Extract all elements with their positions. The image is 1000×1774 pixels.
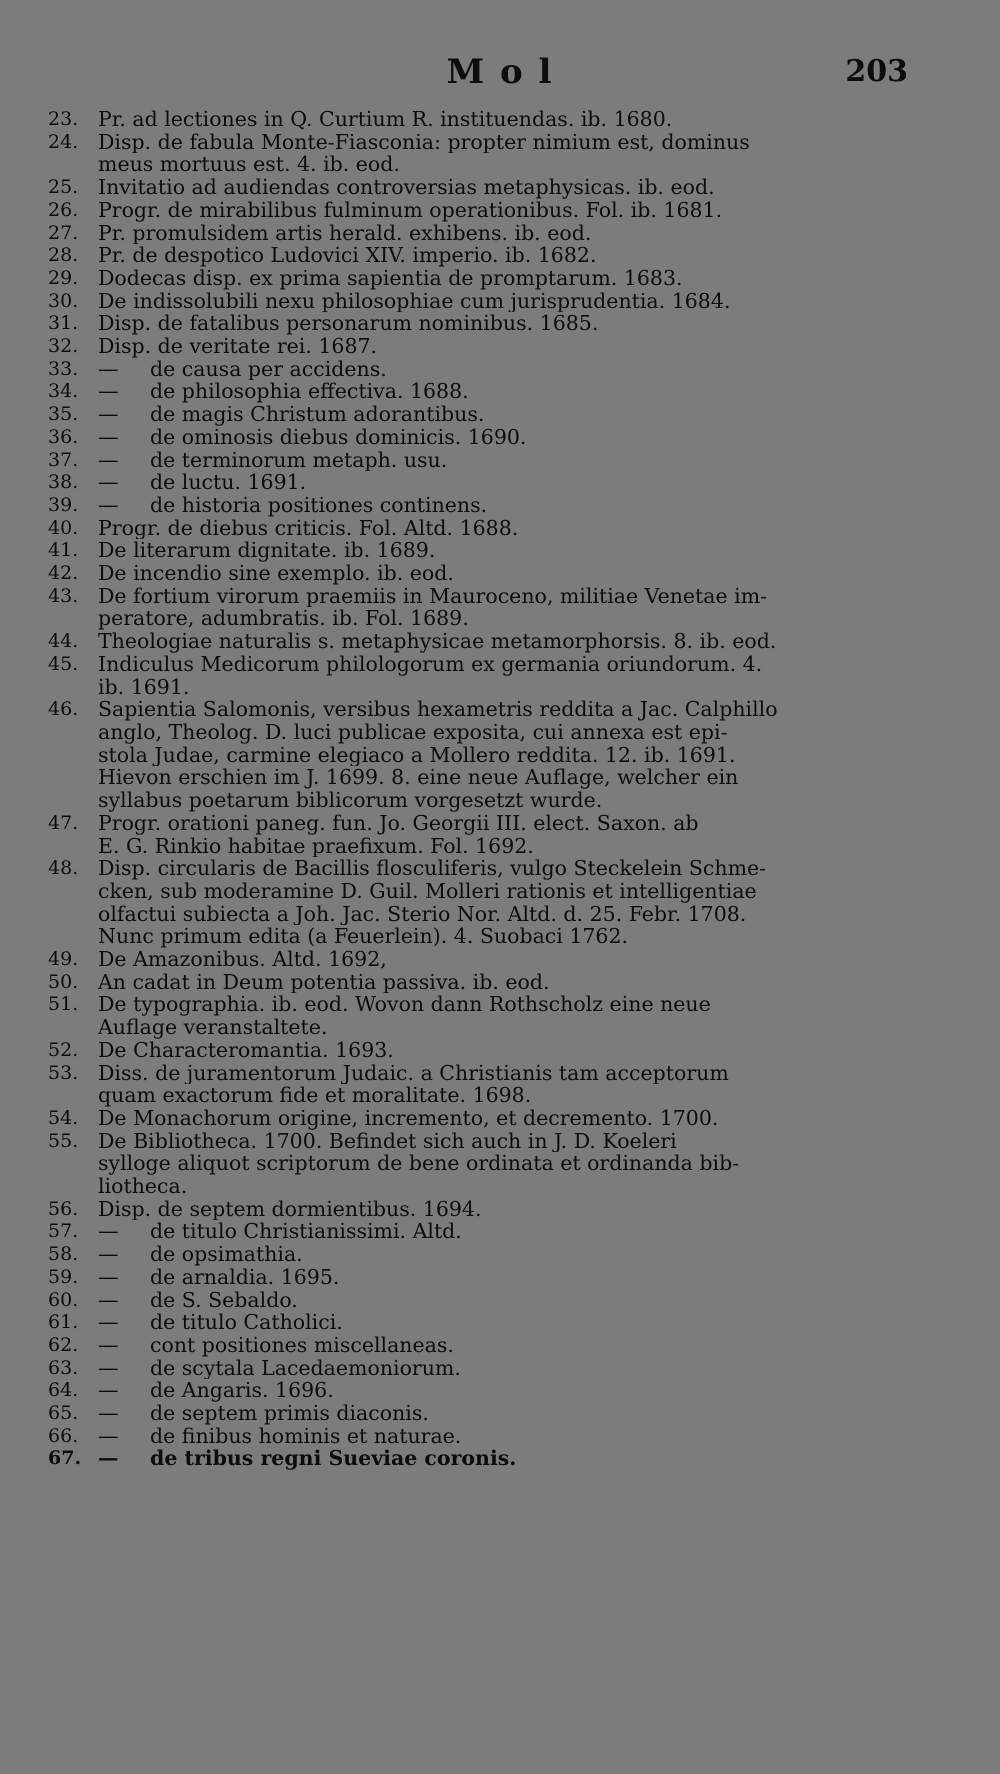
entry-line xyxy=(98,199,920,222)
list-item xyxy=(48,131,920,176)
entry-line xyxy=(98,766,920,789)
bibliography-list xyxy=(48,108,920,1470)
list-item xyxy=(48,222,920,245)
entry-line xyxy=(98,267,920,290)
entry-text: cont positiones miscellaneas. xyxy=(150,1333,454,1357)
entry-line xyxy=(98,630,920,653)
list-item xyxy=(48,471,920,494)
entry-number: 37. xyxy=(48,448,79,471)
entry-text: Hievon erschien im J. 1699. 8. eine neue Auflage, welcher ein xyxy=(98,766,739,790)
ditto-dash: — xyxy=(98,448,119,472)
entry-line xyxy=(98,925,920,948)
list-item xyxy=(48,653,920,698)
entry-number: 47. xyxy=(48,811,79,834)
list-item xyxy=(48,971,920,994)
entry-text: De Bibliotheca. 1700. Befindet sich auch in J. D. Koeleri xyxy=(98,1129,677,1153)
entry-text: Progr. orationi paneg. fun. Jo. Georgii III. elect. Saxon. ab xyxy=(98,811,699,835)
entry-text: cken, sub moderamine D. Guil. Molleri rationis et intelligentiae xyxy=(98,879,757,903)
entry-number: 26. xyxy=(48,198,79,221)
entry-line xyxy=(98,1289,920,1312)
entry-text: de septem primis diaconis. xyxy=(150,1402,429,1425)
entry-number: 24. xyxy=(48,130,79,153)
entry-text: Dodecas disp. ex prima sapientia de promptarum. 1683. xyxy=(98,266,683,290)
entry-number: 38. xyxy=(48,471,79,494)
running-title: M o l xyxy=(446,52,554,92)
list-item xyxy=(48,449,920,472)
list-item xyxy=(48,358,920,381)
entry-line xyxy=(98,153,920,176)
list-item xyxy=(48,1425,920,1448)
list-item xyxy=(48,1130,920,1198)
entry-text: Indiculus Medicorum philologorum ex germania oriundorum. 4. xyxy=(98,652,763,676)
running-head xyxy=(0,52,1000,102)
entry-text: De Amazonibus. Altd. 1692, xyxy=(98,948,387,971)
entry-number: 60. xyxy=(48,1288,79,1311)
entry-line xyxy=(98,539,920,562)
ditto-dash: — xyxy=(98,1379,119,1403)
entry-line xyxy=(98,562,920,585)
entry-text: de finibus hominis et naturae. xyxy=(150,1424,462,1448)
entry-number: 40. xyxy=(48,516,79,539)
entry-line xyxy=(98,585,920,608)
list-item xyxy=(48,517,920,540)
entry-number: 53. xyxy=(48,1061,79,1084)
entry-number: 66. xyxy=(48,1424,79,1447)
entry-line xyxy=(98,176,920,199)
list-item xyxy=(48,312,920,335)
entry-number: 30. xyxy=(48,289,79,312)
entry-number: 62. xyxy=(48,1333,79,1356)
entry-text: Disp. de fabula Monte-Fiasconia: propter nimium est, dominus xyxy=(98,130,750,154)
entry-line xyxy=(98,1379,920,1402)
entry-line xyxy=(98,1039,920,1062)
entry-line xyxy=(98,835,920,858)
entry-line xyxy=(98,653,920,676)
ditto-dash: — xyxy=(98,1333,119,1357)
entry-line xyxy=(98,244,920,267)
entry-text: Invitatio ad audiendas controversias metaphysicas. ib. eod. xyxy=(98,176,715,199)
entry-line xyxy=(98,471,920,494)
list-item xyxy=(48,244,920,267)
entry-number: 33. xyxy=(48,357,79,380)
entry-text: De fortium virorum praemiis in Mauroceno, militiae Venetae im- xyxy=(98,584,768,608)
entry-text: de opsimathia. xyxy=(150,1243,303,1266)
entry-text: liotheca. xyxy=(98,1175,188,1198)
entry-line xyxy=(98,1062,920,1085)
entry-number: 54. xyxy=(48,1106,79,1129)
entry-number: 61. xyxy=(48,1311,79,1334)
ditto-dash: — xyxy=(98,1424,119,1448)
entry-number: 67. xyxy=(48,1447,82,1470)
ditto-dash: — xyxy=(98,1356,119,1380)
entry-number: 58. xyxy=(48,1243,79,1266)
entry-line xyxy=(98,789,920,812)
entry-line xyxy=(98,1152,920,1175)
entry-line xyxy=(98,993,920,1016)
entry-text: syllabus poetarum biblicorum vorgesetzt wurde. xyxy=(98,789,603,812)
entry-text: Theologiae naturalis s. metaphysicae metamorphorsis. 8. ib. eod. xyxy=(98,630,777,653)
entry-number: 39. xyxy=(48,493,79,516)
entry-number: 56. xyxy=(48,1197,79,1220)
entry-number: 27. xyxy=(48,221,79,244)
entry-line xyxy=(98,108,920,131)
entry-number: 55. xyxy=(48,1129,79,1152)
entry-line xyxy=(98,721,920,744)
entry-number: 48. xyxy=(48,857,79,880)
entry-line xyxy=(98,380,920,403)
entry-text: De typographia. ib. eod. Wovon dann Rothscholz eine neue xyxy=(98,993,711,1017)
list-item xyxy=(48,1357,920,1380)
entry-line xyxy=(98,1334,920,1357)
list-item xyxy=(48,698,920,812)
entry-number: 36. xyxy=(48,425,79,448)
entry-line xyxy=(98,1175,920,1198)
list-item xyxy=(48,380,920,403)
entry-line xyxy=(98,403,920,426)
entry-number: 46. xyxy=(48,698,79,721)
entry-line xyxy=(98,290,920,313)
entry-number: 63. xyxy=(48,1356,79,1379)
entry-text: De incendio sine exemplo. ib. eod. xyxy=(98,562,454,585)
entry-line xyxy=(98,1311,920,1334)
entry-line xyxy=(98,494,920,517)
entry-text: E. G. Rinkio habitae praefixum. Fol. 1692. xyxy=(98,834,534,858)
entry-number: 44. xyxy=(48,630,79,653)
entry-line xyxy=(98,426,920,449)
entry-text: Disp. circularis de Bacillis flosculiferis, vulgo Steckelein Schme- xyxy=(98,857,767,880)
entry-text: meus mortuus est. 4. ib. eod. xyxy=(98,153,400,177)
entry-line xyxy=(98,971,920,994)
entry-line xyxy=(98,1266,920,1289)
list-item xyxy=(48,335,920,358)
ditto-dash: — xyxy=(98,380,119,404)
ditto-dash: — xyxy=(98,471,119,494)
entry-line xyxy=(98,1357,920,1380)
list-item xyxy=(48,948,920,971)
ditto-dash: — xyxy=(98,425,119,449)
entry-line xyxy=(98,903,920,926)
entry-line xyxy=(98,744,920,767)
list-item xyxy=(48,585,920,630)
entry-line xyxy=(98,1402,920,1425)
entry-text: Progr. de diebus criticis. Fol. Altd. 1688. xyxy=(98,516,519,540)
list-item xyxy=(48,1311,920,1334)
list-item xyxy=(48,630,920,653)
entry-number: 42. xyxy=(48,562,79,585)
entry-text: Pr. ad lectiones in Q. Curtium R. instituendas. ib. 1680. xyxy=(98,108,673,131)
entry-number: 57. xyxy=(48,1220,79,1243)
entry-text: Disp. de septem dormientibus. 1694. xyxy=(98,1197,482,1221)
list-item xyxy=(48,1062,920,1107)
entry-text: anglo, Theolog. D. luci publicae exposita, cui annexa est epi- xyxy=(98,720,728,744)
list-item xyxy=(48,1039,920,1062)
list-item xyxy=(48,1379,920,1402)
entry-text: Pr. de despotico Ludovici XIV. imperio. ib. 1682. xyxy=(98,244,597,267)
entry-line xyxy=(98,1016,920,1039)
entry-text: de magis Christum adorantibus. xyxy=(150,403,485,426)
entry-number: 32. xyxy=(48,335,79,358)
entry-number: 29. xyxy=(48,266,79,289)
entry-text: de S. Sebaldo. xyxy=(150,1288,298,1312)
list-item xyxy=(48,1107,920,1130)
entry-line xyxy=(98,857,920,880)
entry-line xyxy=(98,449,920,472)
entry-line xyxy=(98,358,920,381)
entry-text: de Angaris. 1696. xyxy=(150,1379,334,1403)
list-item xyxy=(48,1198,920,1221)
entry-line xyxy=(98,812,920,835)
list-item xyxy=(48,108,920,131)
entry-text: de luctu. 1691. xyxy=(150,471,307,494)
ditto-dash: — xyxy=(98,403,119,426)
ditto-dash: — xyxy=(98,1243,119,1266)
ditto-dash: — xyxy=(98,1265,119,1289)
entry-number: 50. xyxy=(48,970,79,993)
list-item xyxy=(48,993,920,1038)
entry-text: sylloge aliquot scriptorum de bene ordinata et ordinanda bib- xyxy=(98,1152,740,1176)
list-item xyxy=(48,562,920,585)
list-item xyxy=(48,494,920,517)
entry-line xyxy=(98,607,920,630)
entry-number: 43. xyxy=(48,584,79,607)
list-item xyxy=(48,290,920,313)
entry-text: stola Judae, carmine elegiaco a Mollero reddita. 12. ib. 1691. xyxy=(98,743,736,767)
entry-line xyxy=(98,948,920,971)
entry-number: 52. xyxy=(48,1038,79,1061)
entry-text: An cadat in Deum potentia passiva. ib. eod. xyxy=(98,970,550,994)
entry-text: De Monachorum origine, incremento, et decremento. 1700. xyxy=(98,1106,719,1130)
entry-number: 51. xyxy=(48,993,79,1016)
entry-text: de arnaldia. 1695. xyxy=(150,1265,340,1289)
entry-text: Nunc primum edita (a Feuerlein). 4. Suobaci 1762. xyxy=(98,925,629,949)
entry-line xyxy=(98,1198,920,1221)
entry-number: 45. xyxy=(48,652,79,675)
entry-text: Disp. de veritate rei. 1687. xyxy=(98,335,378,358)
entry-text: de tribus regni Sueviae coronis. xyxy=(150,1447,517,1471)
entry-text: peratore, adumbratis. ib. Fol. 1689. xyxy=(98,607,469,631)
ditto-dash: — xyxy=(98,1220,119,1244)
entry-text: Disp. de fatalibus personarum nominibus. 1685. xyxy=(98,312,599,336)
entry-text: Sapientia Salomonis, versibus hexametris reddita a Jac. Calphillo xyxy=(98,698,778,721)
entry-text: de ominosis diebus dominicis. 1690. xyxy=(150,425,527,449)
entry-number: 34. xyxy=(48,380,79,403)
list-item xyxy=(48,1243,920,1266)
entry-text: olfactui subiecta a Joh. Jac. Sterio Nor. Altd. d. 25. Febr. 1708. xyxy=(98,902,747,926)
entry-line xyxy=(98,517,920,540)
list-item xyxy=(48,1220,920,1243)
ditto-dash: — xyxy=(98,1311,119,1334)
entry-text: De Characteromantia. 1693. xyxy=(98,1038,394,1062)
entry-line xyxy=(98,1425,920,1448)
entry-number: 59. xyxy=(48,1265,79,1288)
ditto-dash: — xyxy=(98,1447,119,1471)
entry-number: 35. xyxy=(48,403,79,426)
entry-text: de terminorum metaph. usu. xyxy=(150,448,448,472)
entry-number: 28. xyxy=(48,244,79,267)
entry-text: de causa per accidens. xyxy=(150,357,387,381)
list-item xyxy=(48,812,920,857)
entry-number: 49. xyxy=(48,948,79,971)
list-item xyxy=(48,426,920,449)
entry-text: De indissolubili nexu philosophiae cum jurisprudentia. 1684. xyxy=(98,289,731,313)
entry-line xyxy=(98,1084,920,1107)
entry-text: de titulo Catholici. xyxy=(150,1311,343,1334)
entry-line xyxy=(98,698,920,721)
entry-line xyxy=(98,1447,920,1470)
list-item xyxy=(48,857,920,948)
entry-text: Pr. promulsidem artis herald. exhibens. ib. eod. xyxy=(98,221,592,245)
entry-text: de philosophia effectiva. 1688. xyxy=(150,380,469,404)
entry-line xyxy=(98,222,920,245)
list-item xyxy=(48,1402,920,1425)
entry-line xyxy=(98,1243,920,1266)
entry-line xyxy=(98,880,920,903)
entry-line xyxy=(98,1130,920,1153)
entry-line xyxy=(98,1107,920,1130)
list-item xyxy=(48,1334,920,1357)
entry-number: 25. xyxy=(48,176,79,199)
entry-text: de titulo Christianissimi. Altd. xyxy=(150,1220,462,1244)
ditto-dash: — xyxy=(98,1288,119,1312)
list-item xyxy=(48,1289,920,1312)
entry-number: 41. xyxy=(48,539,79,562)
entry-number: 23. xyxy=(48,108,79,130)
entry-line xyxy=(98,1220,920,1243)
entry-text: Auflage veranstaltete. xyxy=(98,1016,328,1039)
page-number: 203 xyxy=(845,54,908,89)
entry-text: De literarum dignitate. ib. 1689. xyxy=(98,539,436,563)
list-item xyxy=(48,267,920,290)
list-item xyxy=(48,539,920,562)
entry-text: de scytala Lacedaemoniorum. xyxy=(150,1356,461,1380)
ditto-dash: — xyxy=(98,357,119,381)
entry-number: 65. xyxy=(48,1402,79,1425)
ditto-dash: — xyxy=(98,493,119,517)
entry-line xyxy=(98,335,920,358)
list-item xyxy=(48,1447,920,1470)
entry-text: quam exactorum fide et moralitate. 1698. xyxy=(98,1084,532,1107)
entry-number: 64. xyxy=(48,1379,79,1402)
entry-text: Diss. de juramentorum Judaic. a Christianis tam acceptorum xyxy=(98,1061,729,1085)
entry-line xyxy=(98,676,920,699)
entry-text: Progr. de mirabilibus fulminum operationibus. Fol. ib. 1681. xyxy=(98,198,723,222)
ditto-dash: — xyxy=(98,1402,119,1425)
entry-line xyxy=(98,131,920,154)
entry-text: de historia positiones continens. xyxy=(150,493,488,517)
list-item xyxy=(48,199,920,222)
entry-text: ib. 1691. xyxy=(98,675,190,699)
list-item xyxy=(48,1266,920,1289)
list-item xyxy=(48,176,920,199)
entry-line xyxy=(98,312,920,335)
entry-number: 31. xyxy=(48,312,79,335)
list-item xyxy=(48,403,920,426)
